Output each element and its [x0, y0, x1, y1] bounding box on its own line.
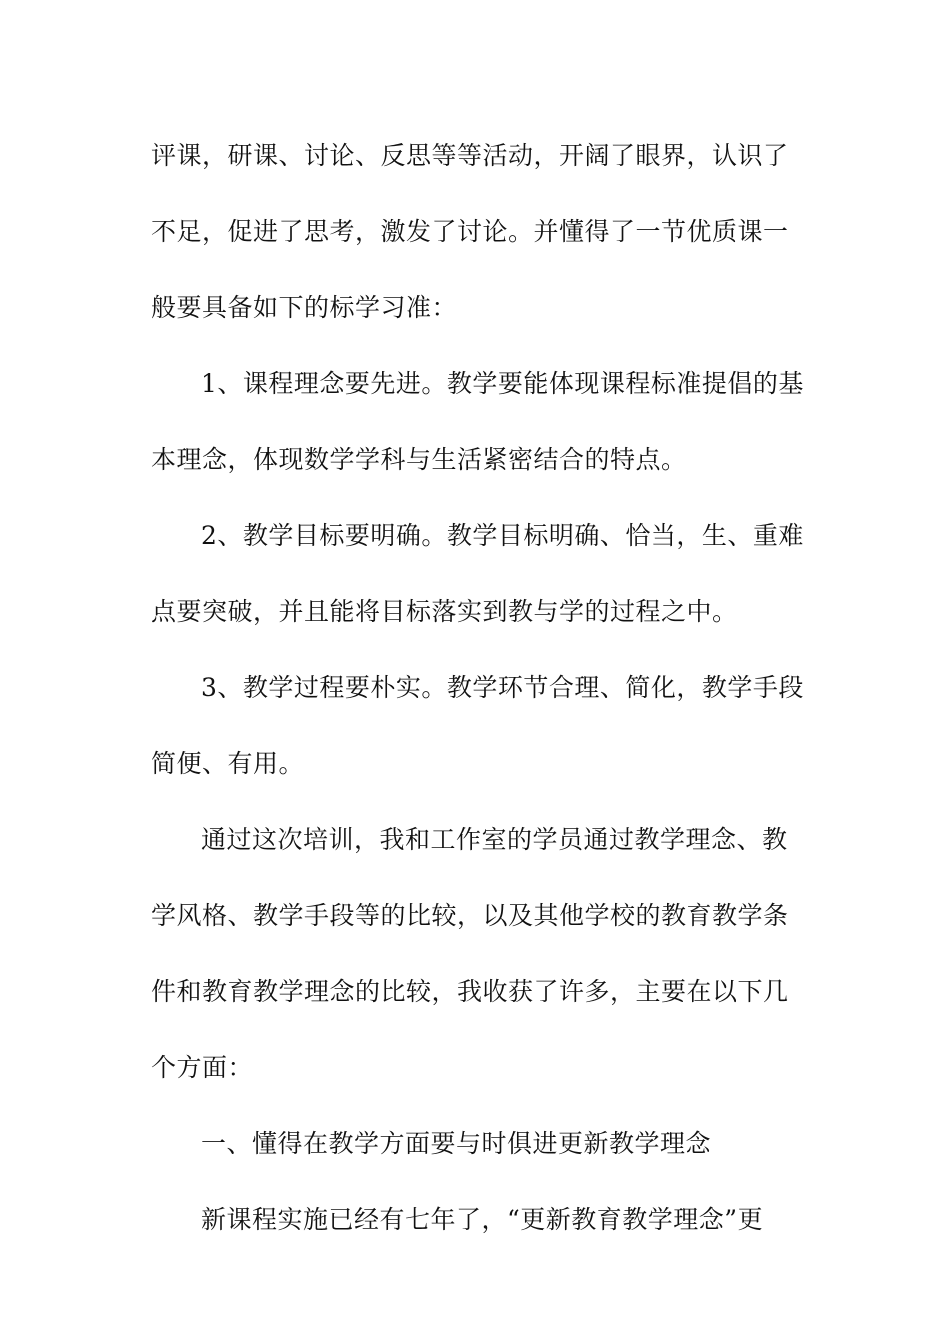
- text-line: 新课程实施已经有七年了，“更新教育教学理念”更: [201, 1205, 764, 1234]
- text-line: 不足，促进了思考，激发了讨论。并懂得了一节优质课一: [151, 217, 789, 246]
- text-line: 点要突破，并且能将目标落实到教与学的过程之中。: [151, 597, 738, 626]
- section-heading: 一、懂得在教学方面要与时俱进更新教学理念: [201, 1129, 712, 1158]
- text-line: 简便、有用。: [151, 749, 305, 778]
- text-line: 评课，研课、讨论、反思等等活动，开阔了眼界，认识了: [151, 141, 789, 170]
- text-line: 1、课程理念要先进。教学要能体现课程标准提倡的基: [201, 369, 804, 398]
- document-body: [151, 130, 811, 1270]
- text-line: 本理念，体现数学学科与生活紧密结合的特点。: [151, 445, 687, 474]
- text-line: 学风格、教学手段等的比较，以及其他学校的教育教学条: [151, 901, 789, 930]
- text-line: 通过这次培训，我和工作室的学员通过教学理念、教: [201, 825, 788, 854]
- text-line: 3、教学过程要朴实。教学环节合理、简化，教学手段: [201, 673, 804, 702]
- text-line: 个方面：: [151, 1053, 254, 1082]
- text-line: 2、教学目标要明确。教学目标明确、恰当，生、重难: [201, 521, 804, 550]
- text-line: 般要具备如下的标学习准：: [151, 293, 458, 322]
- text-line: 件和教育教学理念的比较，我收获了许多，主要在以下几: [151, 977, 789, 1006]
